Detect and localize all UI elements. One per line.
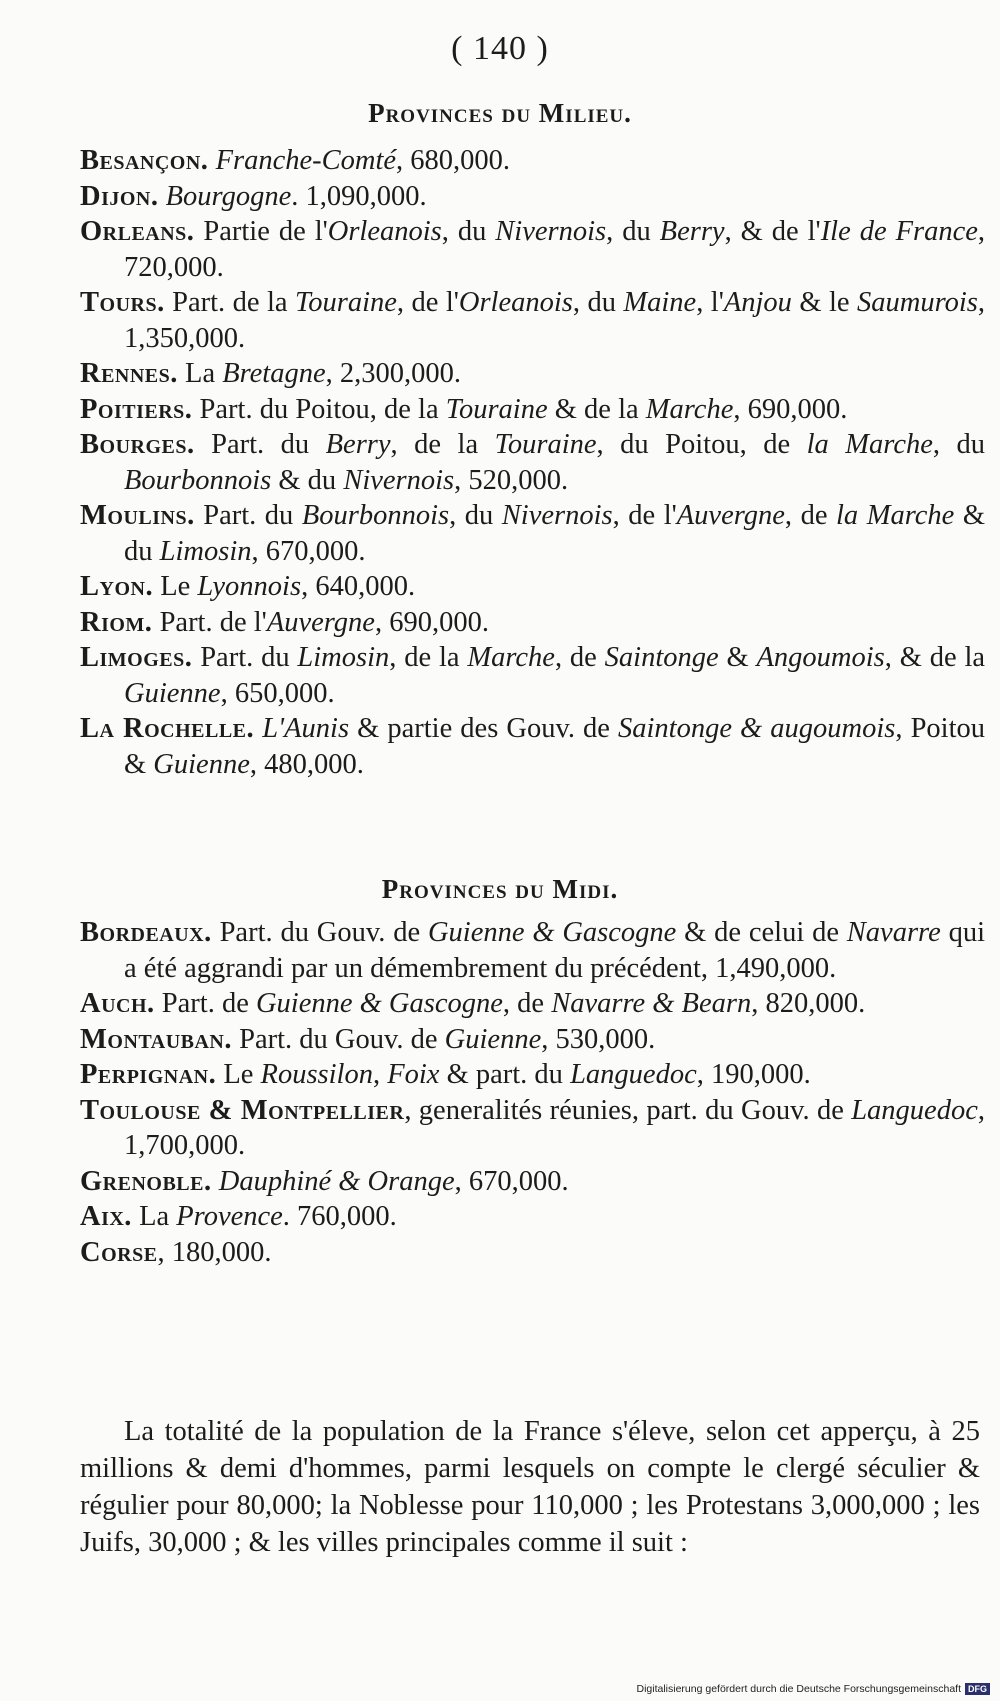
entry-text: , 530,000. — [541, 1023, 656, 1055]
entries-middle — [80, 143, 985, 782]
province-entry — [80, 498, 985, 569]
province-entry — [80, 1235, 985, 1271]
region-name: Provence — [176, 1201, 283, 1232]
footer-text: Digitalisierung gefördert durch die Deutsche Forschungsgemeinschaft — [636, 1683, 961, 1695]
entry-text — [208, 145, 215, 176]
region-name: Franche-Comté — [215, 145, 397, 176]
entry-text: Part. de la — [164, 287, 295, 318]
entry-text: & part. du — [439, 1059, 571, 1090]
entry-text: , Poitou & — [124, 713, 985, 780]
entry-text: , du — [441, 216, 496, 247]
entry-text: Partie de l' — [194, 216, 328, 247]
province-entry — [80, 1093, 985, 1164]
province-entry — [80, 1057, 985, 1093]
region-name: L'Aunis — [262, 713, 350, 744]
entry-text: Part. de — [154, 988, 256, 1019]
city-name: La Rochelle. — [80, 713, 255, 744]
entry-text: & le — [791, 287, 857, 318]
region-name: Berry — [325, 429, 391, 460]
city-name: Dijon. — [80, 180, 159, 212]
region-name: Touraine — [295, 287, 397, 318]
entry-text: , & de la — [884, 642, 986, 673]
entry-text: , 650,000. — [220, 677, 335, 709]
region-name: Orleanois — [458, 287, 573, 318]
province-entry — [80, 1022, 985, 1058]
region-name: Bourbonnois — [124, 464, 272, 496]
entry-text: Le — [216, 1059, 261, 1090]
region-name: la Marche — [836, 500, 955, 531]
region-name: Guienne — [124, 677, 221, 709]
city-name: Grenoble. — [80, 1165, 212, 1197]
region-name: Anjou — [723, 287, 792, 318]
entry-text: , du — [572, 287, 624, 318]
region-name: Bourbonnois — [301, 500, 450, 531]
province-entry — [80, 392, 985, 428]
entry-text: & de la — [547, 393, 646, 425]
region-name: Orleanois — [327, 216, 442, 247]
entry-text: , du — [449, 500, 502, 531]
entry-text: Part. du — [192, 642, 298, 673]
province-entry — [80, 285, 985, 356]
region-name: Nivernois — [501, 500, 613, 531]
region-name: Saintonge & augoumois — [618, 713, 896, 744]
city-name: Rennes. — [80, 358, 178, 389]
entry-text: Le — [153, 571, 198, 602]
region-name: Nivernois — [495, 216, 607, 247]
region-name: Guienne & Gascogne — [427, 917, 677, 948]
section-heading-middle: Provinces du Milieu. — [368, 98, 632, 128]
city-name: Montauban. — [80, 1023, 232, 1055]
region-name: Auvergne — [676, 500, 785, 531]
province-entry — [80, 986, 985, 1022]
entry-text: qui a été aggrandi par un démembrement du précédent, 1,490,000. — [124, 917, 985, 984]
city-name: Lyon. — [80, 571, 154, 602]
entry-text: & du — [124, 500, 985, 567]
entry-text: Part. de l' — [152, 606, 267, 638]
city-name: Toulouse & Montpellier — [80, 1094, 405, 1126]
region-name: Bretagne — [222, 358, 326, 389]
region-name: Berry — [659, 216, 725, 247]
city-name: Auch. — [80, 988, 155, 1019]
region-name: Roussilon — [260, 1059, 373, 1090]
entry-text: , du — [606, 216, 660, 247]
region-name: Saumurois — [856, 287, 978, 318]
province-entry — [80, 356, 985, 392]
entries-south — [80, 915, 985, 1270]
region-name: Guienne — [153, 748, 250, 780]
city-name: Moulins. — [80, 500, 195, 531]
dfg-logo: DFG — [965, 1683, 990, 1695]
entry-text: . 1,090,000. — [291, 180, 427, 212]
entry-text: , l' — [696, 287, 724, 318]
region-name: Nivernois — [343, 464, 455, 496]
city-name: Corse — [80, 1236, 158, 1268]
city-name: Besançon. — [80, 145, 209, 176]
entry-text: & de celui de — [676, 917, 847, 948]
province-entry — [80, 427, 985, 498]
region-name: Languedoc — [570, 1059, 697, 1090]
city-name: Tours. — [80, 287, 165, 318]
province-entry — [80, 214, 985, 285]
entry-text: , 820,000. — [751, 988, 866, 1019]
entry-text: , 690,000. — [733, 393, 848, 425]
province-entry — [80, 640, 985, 711]
entry-text: , 480,000. — [249, 748, 364, 780]
province-entry — [80, 711, 985, 782]
entry-text: & partie des Gouv. de — [349, 713, 618, 744]
region-name: Languedoc — [851, 1094, 978, 1126]
page-number: ( 140 ) — [451, 30, 549, 67]
entry-text: , de la — [389, 642, 468, 673]
region-name: Ile de France — [820, 216, 978, 247]
region-name: Marche — [467, 642, 555, 673]
entry-text: , du Poitou, de — [596, 429, 807, 460]
region-name: Navarre — [846, 917, 941, 948]
entry-text: , 2,300,000. — [325, 358, 462, 389]
region-name: la Marche — [806, 429, 933, 460]
entry-text: Part. du — [194, 429, 326, 460]
entry-text: , 720,000. — [124, 216, 985, 283]
region-name: Limosin — [159, 535, 252, 567]
city-name: Limoges. — [80, 642, 193, 673]
entry-text: Part. du Gouv. de — [232, 1023, 445, 1055]
province-entry — [80, 569, 985, 605]
entry-text — [159, 181, 166, 212]
region-name: Auvergne — [266, 606, 375, 638]
entry-text: , 670,000. — [454, 1165, 569, 1197]
section-heading-south: Provinces du Midi. — [381, 874, 619, 904]
entry-text: , & de l' — [724, 216, 821, 247]
entry-text — [254, 713, 262, 744]
region-name: Marche — [645, 393, 734, 425]
region-name: Angoumois — [756, 642, 885, 673]
city-name: Poitiers. — [80, 393, 193, 425]
entry-text: Part. du Poitou, de la — [192, 393, 446, 425]
entry-text: , 180,000. — [157, 1236, 272, 1268]
entry-text: La — [131, 1201, 177, 1232]
province-entry — [80, 143, 985, 179]
city-name: Orleans. — [80, 216, 195, 247]
entry-text: & du — [271, 464, 344, 496]
region-name: Foix — [387, 1059, 440, 1090]
entry-text: , 190,000. — [696, 1059, 811, 1090]
entry-text: , 520,000. — [454, 464, 569, 496]
region-name: Guienne — [444, 1023, 542, 1055]
city-name: Perpignan. — [80, 1059, 217, 1090]
region-name: Touraine — [494, 429, 597, 460]
entry-text: , 1,350,000. — [124, 287, 985, 354]
region-name: Lyonnois — [197, 571, 302, 602]
region-name: Navarre & Bearn — [551, 988, 752, 1019]
entry-text: , 690,000. — [374, 606, 489, 638]
region-name: Limosin — [297, 642, 390, 673]
entry-text: & — [718, 642, 757, 673]
region-name: Dauphiné & Orange — [218, 1165, 455, 1197]
entry-text: , de — [502, 988, 552, 1019]
city-name: Bourges. — [80, 429, 195, 460]
entry-text: , du — [932, 429, 985, 460]
region-name: Bourgogne — [165, 180, 292, 212]
closing-paragraph: La totalité de la population de la France s'éleve, selon cet apperçu, à 25 millions & demi d'hommes, parmi lesquels on compte le clergé séculier & régulier pour 80,000; la Noblesse pour 110,000 ; les Protestans 3,000,000 ; les Juifs, 30,000 ; & les villes principales comme il suit : — [80, 1416, 980, 1558]
entry-text: , 670,000. — [251, 535, 366, 567]
entry-text: , de — [554, 642, 605, 673]
entry-text: , de l' — [396, 287, 459, 318]
entry-text: , generalités réunies, part. du Gouv. de — [404, 1094, 852, 1126]
province-entry — [80, 915, 985, 986]
entry-text: , de — [784, 500, 837, 531]
province-entry — [80, 1199, 985, 1235]
entry-text: , 1,700,000. — [124, 1094, 985, 1161]
entry-text: La — [177, 358, 223, 389]
entry-text: . 760,000. — [282, 1201, 397, 1232]
region-name: Touraine — [445, 393, 548, 425]
entry-text: , — [372, 1059, 388, 1090]
entry-text: , de la — [390, 429, 495, 460]
region-name: Guienne & Gascogne — [255, 988, 503, 1019]
province-entry — [80, 1164, 985, 1200]
entry-text — [212, 1166, 219, 1197]
entry-text: Part. du — [194, 500, 302, 531]
city-name: Aix. — [80, 1201, 132, 1232]
province-entry — [80, 179, 985, 215]
entry-text: Part. du Gouv. de — [211, 917, 428, 948]
city-name: Riom. — [80, 606, 153, 638]
city-name: Bordeaux. — [80, 917, 212, 948]
region-name: Saintonge — [604, 642, 719, 673]
entry-text: , de l' — [612, 500, 677, 531]
province-entry — [80, 605, 985, 641]
digitization-footer — [636, 1683, 990, 1695]
region-name: Maine — [623, 287, 697, 318]
entry-text: , 640,000. — [301, 571, 416, 602]
entry-text: , 680,000. — [396, 145, 511, 176]
